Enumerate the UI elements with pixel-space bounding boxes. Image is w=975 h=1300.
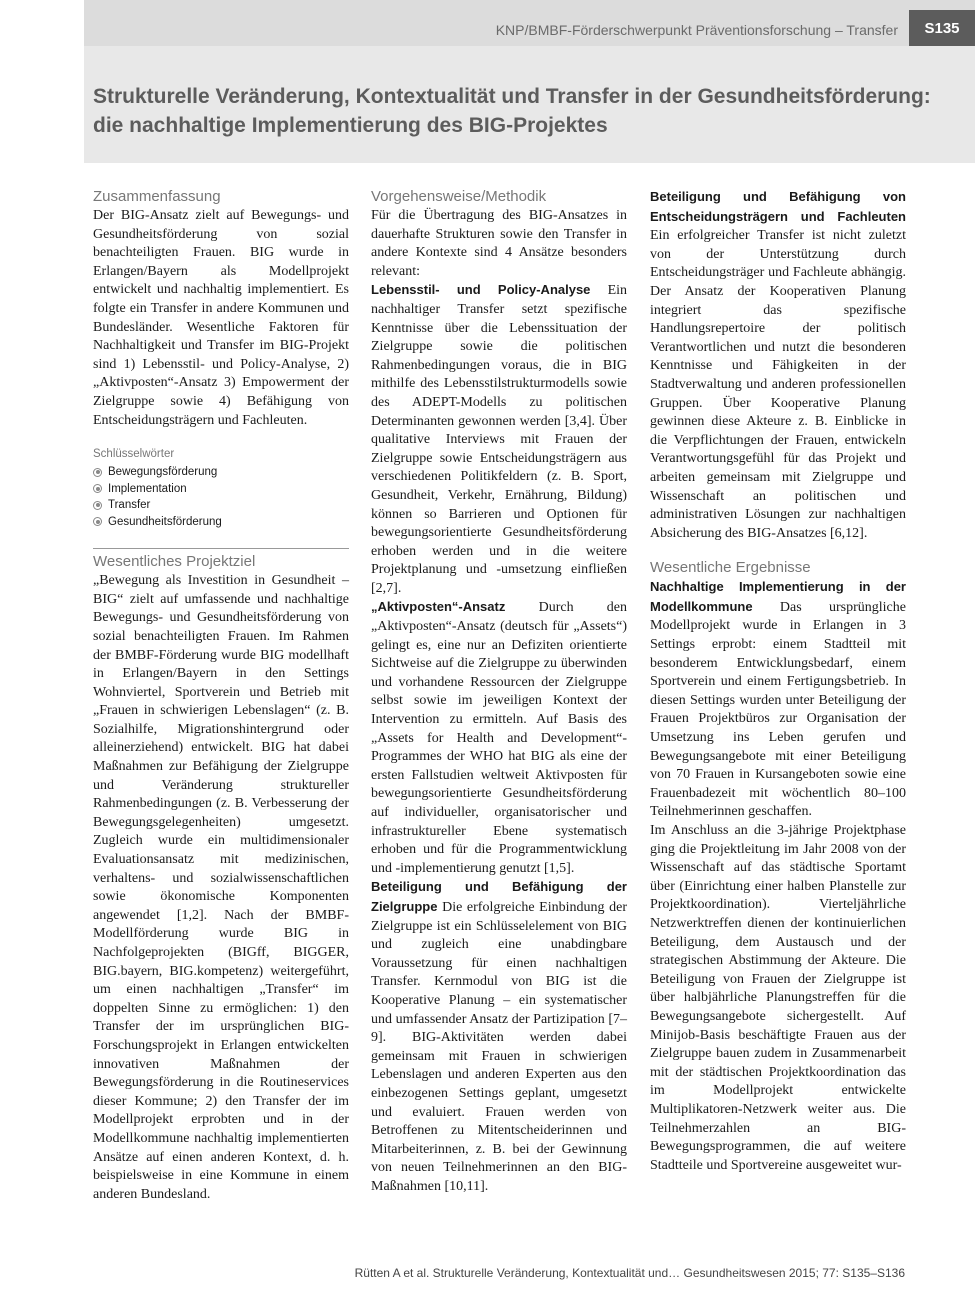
run-in-heading: Nachhaltige Implementierung in der Modellkommune [650, 579, 906, 614]
column-1 [93, 188, 349, 1204]
method-intro: Für die Übertragung des BIG-Ansatzes in dauerhafte Strukturen sowie den Transfer in andere Kontexte sind 4 Ansätze besonders relevant: [371, 208, 627, 279]
goal-heading: Wesentliches Projektziel [93, 548, 349, 570]
run-in-heading: Lebensstil- und Policy-Analyse [371, 282, 591, 298]
keyword-item: Implementation [93, 481, 349, 498]
results-paragraph: Nachhaltige Implementierung in der Modellkommune Das ursprüngliche Modellprojekt wurde in Erlangen in 3 Settings erprobt: einem Stadtteil mit besonderem Entwicklungsbedarf, einem Sportverein und einem Fertigungsbetrieb. In diesen Settings wurden unter Beteiligung der Frauen Projektbüros zur Organisation der Umsetzung ins Leben gerufen und Bewegungsangebote mit einer Beteiligung von 70 Frauen in Kursangeboten sowie eine Frauenbadezeit mit wöchentlich 80–100 Teilnehmerinnen geschaffen. [650, 579, 906, 820]
method-paragraph: Beteiligung und Befähigung von Entscheidungsträgern und Fachleuten Ein erfolgreicher Transfer ist nicht zuletzt von der Unterstützung durch Entscheidungsträger und Fachleute abhängig. Der Ansatz der Kooperativen Planung integriert das spezifische Handlungsrepertoire der politisch Verantwortlichen und nutzt die besonderen Kenntnisse und Fähigkeiten in der Stadtverwaltung und anderen professionellen Gruppen. Über Kooperative Planung gewinnen diese Akteure z. B. Einblicke in die Verpflichtungen der Frauen, entwickeln Verantwortungsgefühl für das Projekt und arbeiten gemeinsam mit Zielgruppe und Wissenschaft an politischen und administrativen Lösungen zur nachhaltigen Absicherung des BIG-Ansatzes [6,12]. [650, 189, 906, 541]
method-paragraph: „Aktivposten“-Ansatz Durch den „Aktivposten“-Ansatz (deutsch für „Assets“) gelingt es, eine nur an Defiziten orientierte Sichtweise auf die Zielgruppe zu überwinden und vorhandene Ressourcen der Zielgruppe selbst sowie im jeweiligen Kontext der Intervention zu ermitteln. Auf Basis des „Assets for Health and Development“-Programmes der WHO hat BIG als eine der ersten Fallstudien weltweit Aktivposten für bewegungsorientierte Gesundheitsförderung auf individueller, organisatorischer und infrastruktureller Ebene systematisch erhoben und für die Programmentwicklung und -implementierung genutzt [1,5]. [371, 599, 627, 876]
method-paragraph: Lebensstil- und Policy-Analyse Ein nachhaltiger Transfer setzt spezifische Kenntnisse über die Lebenssituation der Zielgruppe sowie die politischen Rahmenbedingungen voraus, die in BIG mithilfe des Lebensstilstrukturmodells sowie des ADEPT-Modells zu politischen Determinanten gewonnen werden [3,4]. Über qualitative Interviews mit Frauen der Zielgruppe sowie Entscheidungsträgern aus verschiedenen Politikfeldern (z. B. Sport, Gesundheit, Verkehr, Ernährung, Bildung) können so Barrieren und Optionen für bewegungsorientierte Gesundheitsförderung erhoben werden und in die weitere Projektplanung und -umsetzung einfließen [2,7]. [371, 282, 628, 596]
keywords-heading: Schlüsselwörter [93, 448, 175, 461]
method-heading: Vorgehensweise/Methodik [371, 188, 547, 205]
keyword-item: Transfer [93, 497, 349, 514]
bullet-icon [93, 517, 102, 526]
bullet-icon [93, 468, 102, 477]
run-in-heading: Beteiligung und Befähigung der Zielgruppe [371, 879, 627, 914]
keyword-item: Bewegungsförderung [93, 464, 349, 481]
column-2 [371, 188, 627, 1196]
keyword-list [93, 464, 349, 530]
article-title: Strukturelle Veränderung, Kontextualität und Transfer in der Gesundheitsförderung: die nachhaltige Implementierung des BIG-Projektes [93, 85, 931, 137]
keyword-item: Gesundheitsförderung [93, 514, 349, 531]
page-number: S135 [909, 10, 975, 46]
column-3 [650, 188, 906, 1175]
bullet-icon [93, 501, 102, 510]
run-in-heading: „Aktivposten“-Ansatz [371, 599, 506, 615]
bullet-icon [93, 484, 102, 493]
results-heading: Wesentliche Ergebnisse [650, 559, 811, 577]
results-paragraph: Im Anschluss an die 3-jährige Projektphase ging die Projektleitung im Jahr 2008 von der Wissenschaft auf das städtische Sportamt über (Einrichtung einer halben Planstelle zur Projektkoordination). Vierteljährliche Netzwerktreffen dienen der kontinuierlichen Beteiligung, dem Austausch und der strategischen Abstimmung der Akteure. Die Beteiligung von Frauen der Zielgruppe ist über halbjährliche Planungstreffen für die Bewegungsangebote sichergestellt. Auf Minijob-Basis beschäftigte Frauen aus der Zielgruppe bauen zudem in Zusammenarbeit mit der städtischen Projektkoordination das im Modellprojekt entwickelte Multiplikatoren-Netzwerk weiter aus. Die Teilnehmerzahlen an BIG-Bewegungsprogrammen, die auf weitere Stadtteile und Sportvereine ausgeweitet wur- [650, 823, 906, 1173]
run-in-heading: Beteiligung und Befähigung von Entscheidungsträgern und Fachleuten [650, 189, 906, 224]
summary-text: Der BIG-Ansatz zielt auf Bewegungs- und Gesundheitsförderung von sozial benachteiligten Frauen. BIG wurde in Erlangen/Bayern als Modellprojekt entwickelt und nachhaltig implementiert. Es folgte ein Transfer in andere Kommunen und Bundesländer. Wesentliche Faktoren für Nachhaltigkeit und Transfer im BIG-Projekt sind 1) Lebensstil- und Policy-Analyse, 2) „Aktivposten“-Ansatz 3) Empowerment der Zielgruppe sowie 4) Befähigung von Entscheidungsträgern und Fachleuten. [93, 208, 349, 428]
running-header: KNP/BMBF-Förderschwerpunkt Präventionsforschung – Transfer [495, 22, 898, 38]
method-paragraph: Beteiligung und Befähigung der Zielgruppe Die erfolgreiche Einbindung der Zielgruppe ist ein Schlüsselelement von BIG und zugleich eine unabdingbare Voraussetzung für einen nachhaltigen Transfer. Kernmodul von BIG ist die Kooperative Planung – ein systematischer und umfassender Ansatz der Partizipation [7–9]. BIG-Aktivitäten werden dabei gemeinsam mit Frauen in schwierigen Lebenslagen und anderen Experten aus den einbezogenen Settings geplant, umgesetzt und evaluiert. Frauen werden von Betroffenen zu Mitentscheiderinnen und Mitarbeiterinnen, z. B. bei der Gewinnung von neuen Teilnehmerinnen an den BIG-Maßnahmen [10,11]. [371, 879, 627, 1194]
citation-footer: Rütten A et al. Strukturelle Veränderung, Kontextualität und… Gesundheitswesen 2015; 77: S135–S136 [354, 1266, 905, 1280]
goal-text: „Bewegung als Investition in Gesundheit – BIG“ zielt auf umfassende und nachhaltige Bewegungs- und Gesundheitsförderung von sozial benachteiligten Frauen. Im Rahmen der BMBF-Förderung wurde BIG modellhaft in Erlangen/Bayern in den Settings Wohnviertel, Sportverein und Betrieb mit „Frauen in schwierigen Lebenslagen“ (z. B. Sozialhilfe, Migrationshintergrund oder alleinerziehend) entwickelt. BIG hat dabei Maßnahmen zur Befähigung der Zielgruppe und Veränderung struktureller Rahmenbedingungen (z. B. Verbesserung der Bewegungsgelegenheiten) umgesetzt. Zugleich wurde ein multidimensionaler Evaluationsansatz mit medizinischen, verhaltens- und sozialwissenschaftlichen sowie ökonomische Komponenten angewendet [1,2]. Nach der BMBF-Modellförderung wurde BIG in Nachfolgeprojekten (BIGff, BIGGER, BIG.bayern, BIG.kompetenz) weitergeführt, um einen nachhaltigen „Transfer“ im doppelten Sinne zu ermöglichen: 1) den Transfer der im ursprünglichen BIG-Forschungsprojekt in Erlangen entwickelten innovativen Maßnahmen der Bewegungsförderung in die Routineservices dieser Kommune; 2) den Transfer der im Modellprojekt erprobten und in der Modellkommune nachhaltig implementierten Ansätze auf einen anderen Kontext, d. h. beispielsweise in eine Kommune in einem anderen Bundesland. [93, 573, 349, 1202]
summary-heading: Zusammenfassung [93, 188, 221, 205]
